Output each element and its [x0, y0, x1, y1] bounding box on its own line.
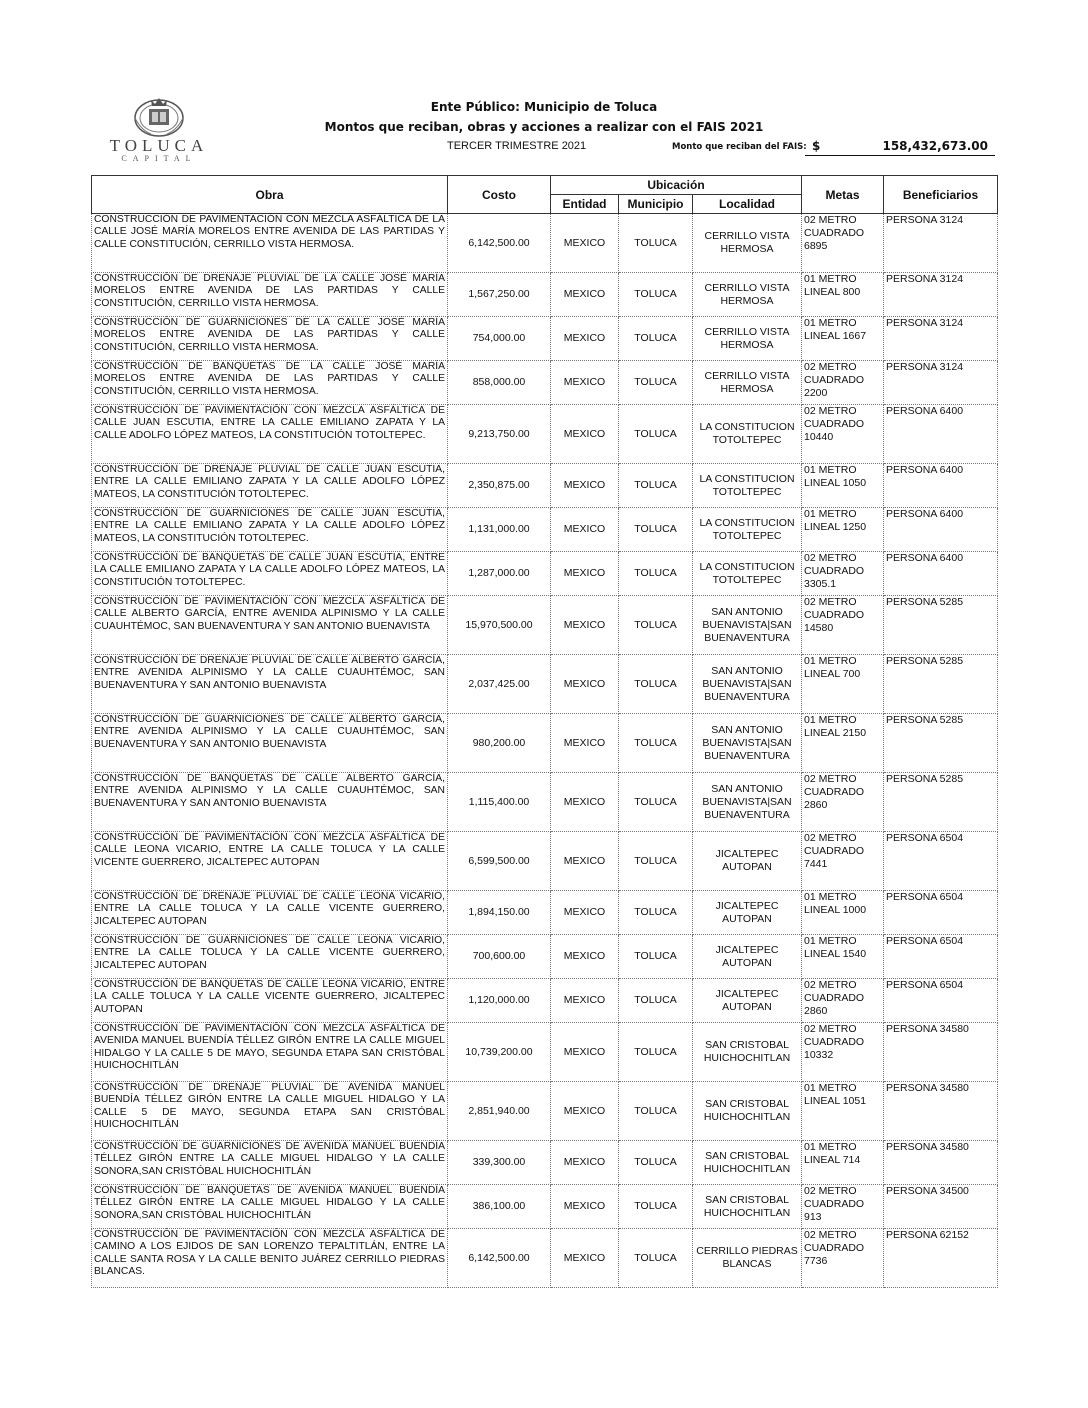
table-row	[92, 1082, 998, 1141]
cell-entidad: MEXICO	[551, 596, 619, 655]
cell-entidad: MEXICO	[551, 1185, 619, 1229]
cell-obra: CONSTRUCCIÓN DE PAVIMENTACIÓN CON MEZCLA ASFÁLTICA DE CALLE JUAN ESCUTIA, ENTRE LA CALLE EMILIANO ZAPATA Y LA CALLE ADOLFO LÓPEZ MATEOS, LA CONSTITUCIÓN TOTOLTEPEC.	[92, 405, 448, 464]
cell-entidad: MEXICO	[551, 655, 619, 714]
cell-localidad: SAN CRISTOBAL HUICHOCHITLAN	[693, 1023, 802, 1082]
cell-entidad: MEXICO	[551, 317, 619, 361]
cell-entidad: MEXICO	[551, 773, 619, 832]
cell-metas: 02 METRO CUADRADO 7736	[802, 1229, 884, 1288]
cell-municipio: TOLUCA	[619, 1229, 693, 1288]
cell-obra: CONSTRUCCIÓN DE DRENAJE PLUVIAL DE CALLE LEONA VICARIO, ENTRE LA CALLE TOLUCA Y LA CALLE VICENTE GUERRERO, JICALTEPEC AUTOPAN	[92, 891, 448, 935]
table-row	[92, 935, 998, 979]
page-title: Ente Público: Municipio de Toluca	[430, 100, 658, 114]
col-header-entidad: Entidad	[551, 195, 619, 214]
cell-beneficiarios: PERSONA 62152	[884, 1229, 998, 1288]
cell-municipio: TOLUCA	[619, 1023, 693, 1082]
cell-beneficiarios: PERSONA 6504	[884, 979, 998, 1023]
cell-beneficiarios: PERSONA 5285	[884, 714, 998, 773]
cell-metas: 02 METRO CUADRADO 10332	[802, 1023, 884, 1082]
cell-localidad: LA CONSTITUCION TOTOLTEPEC	[693, 464, 802, 508]
table-row	[92, 317, 998, 361]
cell-metas: 01 METRO LINEAL 1000	[802, 891, 884, 935]
cell-municipio: TOLUCA	[619, 317, 693, 361]
cell-beneficiarios: PERSONA 34580	[884, 1141, 998, 1185]
cell-entidad: MEXICO	[551, 464, 619, 508]
cell-beneficiarios: PERSONA 5285	[884, 596, 998, 655]
cell-beneficiarios: PERSONA 6504	[884, 935, 998, 979]
cell-costo: 15,970,500.00	[448, 596, 551, 655]
cell-metas: 02 METRO CUADRADO 2860	[802, 979, 884, 1023]
cell-entidad: MEXICO	[551, 935, 619, 979]
cell-localidad: SAN CRISTOBAL HUICHOCHITLAN	[693, 1082, 802, 1141]
period-label: TERCER TRIMESTRE 2021	[447, 140, 587, 152]
cell-municipio: TOLUCA	[619, 361, 693, 405]
table-row	[92, 1023, 998, 1082]
table-row	[92, 596, 998, 655]
table-row	[92, 508, 998, 552]
cell-costo: 1,131,000.00	[448, 508, 551, 552]
cell-metas: 02 METRO CUADRADO 913	[802, 1185, 884, 1229]
cell-costo: 2,037,425.00	[448, 655, 551, 714]
cell-localidad: SAN ANTONIO BUENAVISTA|SAN BUENAVENTURA	[693, 655, 802, 714]
cell-obra: CONSTRUCCIÓN DE DRENAJE PLUVIAL DE CALLE JUAN ESCUTIA, ENTRE LA CALLE EMILIANO ZAPATA Y LA CALLE ADOLFO LÓPEZ MATEOS, LA CONSTITUCIÓN TOTOLTEPEC.	[92, 464, 448, 508]
col-header-municipio: Municipio	[619, 195, 693, 214]
table-row	[92, 552, 998, 596]
cell-costo: 339,300.00	[448, 1141, 551, 1185]
cell-costo: 1,120,000.00	[448, 979, 551, 1023]
cell-costo: 700,600.00	[448, 935, 551, 979]
cell-obra: CONSTRUCCIÓN DE GUARNICIONES DE CALLE LEONA VICARIO, ENTRE LA CALLE TOLUCA Y LA CALLE VICENTE GUERRERO, JICALTEPEC AUTOPAN	[92, 935, 448, 979]
cell-localidad: SAN ANTONIO BUENAVISTA|SAN BUENAVENTURA	[693, 773, 802, 832]
table-row	[92, 464, 998, 508]
cell-beneficiarios: PERSONA 3124	[884, 361, 998, 405]
cell-entidad: MEXICO	[551, 891, 619, 935]
cell-beneficiarios: PERSONA 34500	[884, 1185, 998, 1229]
cell-entidad: MEXICO	[551, 1082, 619, 1141]
cell-municipio: TOLUCA	[619, 596, 693, 655]
cell-metas: 01 METRO LINEAL 800	[802, 273, 884, 317]
table-row	[92, 405, 998, 464]
cell-localidad: JICALTEPEC AUTOPAN	[693, 935, 802, 979]
cell-beneficiarios: PERSONA 6504	[884, 832, 998, 891]
table-row	[92, 714, 998, 773]
cell-costo: 10,739,200.00	[448, 1023, 551, 1082]
amount-underline	[805, 155, 995, 156]
cell-beneficiarios: PERSONA 5285	[884, 773, 998, 832]
cell-localidad: CERRILLO VISTA HERMOSA	[693, 273, 802, 317]
cell-beneficiarios: PERSONA 6400	[884, 552, 998, 596]
cell-obra: CONSTRUCCIÓN DE GUARNICIONES DE AVENIDA MANUEL BUENDÍA TÉLLEZ GIRÓN ENTRE LA CALLE MIGUEL HIDALGO Y LA CALLE SONORA,SAN CRISTÓBAL HUICHOCHITLÁN	[92, 1141, 448, 1185]
cell-localidad: LA CONSTITUCION TOTOLTEPEC	[693, 552, 802, 596]
cell-municipio: TOLUCA	[619, 464, 693, 508]
cell-entidad: MEXICO	[551, 552, 619, 596]
table-row	[92, 891, 998, 935]
cell-metas: 01 METRO LINEAL 1667	[802, 317, 884, 361]
cell-obra: CONSTRUCCIÓN DE DRENAJE PLUVIAL DE LA CALLE JOSÉ MARÍA MORELOS ENTRE AVENIDA DE LAS PARTIDAS Y CALLE CONSTITUCIÓN, CERRILLO VISTA HERMOSA.	[92, 273, 448, 317]
cell-entidad: MEXICO	[551, 1141, 619, 1185]
cell-costo: 2,851,940.00	[448, 1082, 551, 1141]
cell-obra: CONSTRUCCIÓN DE PAVIMENTACIÓN CON MEZCLA ASFÁLTICA DE CALLE LEONA VICARIO, ENTRE LA CALLE TOLUCA Y LA CALLE VICENTE GUERRERO, JICALTEPEC AUTOPAN	[92, 832, 448, 891]
cell-localidad: SAN CRISTOBAL HUICHOCHITLAN	[693, 1185, 802, 1229]
cell-municipio: TOLUCA	[619, 832, 693, 891]
cell-municipio: TOLUCA	[619, 891, 693, 935]
col-header-obra: Obra	[92, 176, 448, 214]
cell-costo: 386,100.00	[448, 1185, 551, 1229]
cell-entidad: MEXICO	[551, 405, 619, 464]
table-body	[92, 214, 998, 1288]
col-header-ubicacion: Ubicación	[551, 176, 802, 195]
cell-beneficiarios: PERSONA 6400	[884, 508, 998, 552]
cell-municipio: TOLUCA	[619, 405, 693, 464]
cell-obra: CONSTRUCCIÓN DE GUARNICIONES DE CALLE JUAN ESCUTIA, ENTRE LA CALLE EMILIANO ZAPATA Y LA CALLE ADOLFO LÓPEZ MATEOS, LA CONSTITUCIÓN TOTOLTEPEC.	[92, 508, 448, 552]
cell-localidad: CERRILLO PIEDRAS BLANCAS	[693, 1229, 802, 1288]
cell-beneficiarios: PERSONA 6400	[884, 464, 998, 508]
cell-costo: 1,115,400.00	[448, 773, 551, 832]
cell-municipio: TOLUCA	[619, 979, 693, 1023]
cell-metas: 01 METRO LINEAL 1250	[802, 508, 884, 552]
cell-municipio: TOLUCA	[619, 773, 693, 832]
cell-obra: CONSTRUCCIÓN DE PAVIMENTACIÓN CON MEZCLA ASFÁLTICA DE AVENIDA MANUEL BUENDÍA TÉLLEZ GIRÓN ENTRE LA CALLE MIGUEL HIDALGO Y LA CALLE 5 DE MAYO, SEGUNDA ETAPA SAN CRISTÓBAL HUICHOCHITLÁN	[92, 1023, 448, 1082]
cell-costo: 6,142,500.00	[448, 1229, 551, 1288]
cell-entidad: MEXICO	[551, 832, 619, 891]
cell-localidad: SAN ANTONIO BUENAVISTA|SAN BUENAVENTURA	[693, 596, 802, 655]
cell-metas: 02 METRO CUADRADO 7441	[802, 832, 884, 891]
cell-municipio: TOLUCA	[619, 214, 693, 273]
cell-localidad: SAN ANTONIO BUENAVISTA|SAN BUENAVENTURA	[693, 714, 802, 773]
logo-subtext: CAPITAL	[121, 154, 197, 163]
cell-municipio: TOLUCA	[619, 1141, 693, 1185]
cell-metas: 02 METRO CUADRADO 14580	[802, 596, 884, 655]
col-header-metas: Metas	[802, 176, 884, 214]
cell-localidad: CERRILLO VISTA HERMOSA	[693, 317, 802, 361]
table-row	[92, 1185, 998, 1229]
currency-symbol: $	[812, 139, 821, 153]
cell-costo: 9,213,750.00	[448, 405, 551, 464]
cell-obra: CONSTRUCCIÓN DE GUARNICIONES DE LA CALLE JOSÉ MARÍA MORELOS ENTRE AVENIDA DE LAS PARTIDAS Y CALLE CONSTITUCIÓN, CERRILLO VISTA HERMOSA.	[92, 317, 448, 361]
cell-obra: CONSTRUCCIÓN DE PAVIMENTACIÓN CON MEZCLA ASFÁLTICA DE LA CALLE JOSÉ MARÍA MORELOS ENTRE AVENIDA DE LAS PARTIDAS Y CALLE CONSTITUCIÓN, CERRILLO VISTA HERMOSA.	[92, 214, 448, 273]
fais-works-table	[91, 175, 998, 1288]
cell-entidad: MEXICO	[551, 714, 619, 773]
cell-metas: 01 METRO LINEAL 2150	[802, 714, 884, 773]
cell-beneficiarios: PERSONA 6400	[884, 405, 998, 464]
cell-costo: 6,142,500.00	[448, 214, 551, 273]
cell-metas: 02 METRO CUADRADO 2200	[802, 361, 884, 405]
cell-metas: 01 METRO LINEAL 700	[802, 655, 884, 714]
cell-municipio: TOLUCA	[619, 273, 693, 317]
cell-metas: 02 METRO CUADRADO 6895	[802, 214, 884, 273]
cell-obra: CONSTRUCCIÓN DE BANQUETAS DE LA CALLE JOSÉ MARÍA MORELOS ENTRE AVENIDA DE LAS PARTIDAS Y CALLE CONSTITUCIÓN, CERRILLO VISTA HERMOSA.	[92, 361, 448, 405]
table-row	[92, 773, 998, 832]
cell-costo: 980,200.00	[448, 714, 551, 773]
table-row	[92, 979, 998, 1023]
cell-obra: CONSTRUCCIÓN DE PAVIMENTACIÓN CON MEZCLA ASFÁLTICA DE CALLE ALBERTO GARCÍA, ENTRE AVENIDA ALPINISMO Y LA CALLE CUAUHTÉMOC, SAN BUENAVENTURA Y SAN ANTONIO BUENAVISTA	[92, 596, 448, 655]
cell-costo: 1,567,250.00	[448, 273, 551, 317]
cell-entidad: MEXICO	[551, 1229, 619, 1288]
cell-metas: 01 METRO LINEAL 1050	[802, 464, 884, 508]
cell-entidad: MEXICO	[551, 1023, 619, 1082]
cell-localidad: LA CONSTITUCION TOTOLTEPEC	[693, 508, 802, 552]
cell-obra: CONSTRUCCIÓN DE BANQUETAS DE AVENIDA MANUEL BUENDÍA TÉLLEZ GIRÓN ENTRE LA CALLE MIGUEL HIDALGO Y LA CALLE SONORA,SAN CRISTÓBAL HUICHOCHITLÁN	[92, 1185, 448, 1229]
fais-amount: 158,432,673.00	[882, 139, 988, 153]
cell-localidad: JICALTEPEC AUTOPAN	[693, 891, 802, 935]
page-subtitle: Montos que reciban, obras y acciones a realizar con el FAIS 2021	[324, 120, 764, 134]
cell-beneficiarios: PERSONA 34580	[884, 1023, 998, 1082]
cell-metas: 01 METRO LINEAL 714	[802, 1141, 884, 1185]
cell-costo: 6,599,500.00	[448, 832, 551, 891]
cell-entidad: MEXICO	[551, 214, 619, 273]
cell-beneficiarios: PERSONA 3124	[884, 273, 998, 317]
col-header-beneficiarios: Beneficiarios	[884, 176, 998, 214]
cell-costo: 2,350,875.00	[448, 464, 551, 508]
cell-metas: 02 METRO CUADRADO 2860	[802, 773, 884, 832]
table-row	[92, 832, 998, 891]
cell-metas: 01 METRO LINEAL 1051	[802, 1082, 884, 1141]
cell-obra: CONSTRUCCIÓN DE BANQUETAS DE CALLE ALBERTO GARCÍA, ENTRE AVENIDA ALPINISMO Y LA CALLE CUAUHTÉMOC, SAN BUENAVENTURA Y SAN ANTONIO BUENAVISTA	[92, 773, 448, 832]
cell-municipio: TOLUCA	[619, 1185, 693, 1229]
cell-localidad: JICALTEPEC AUTOPAN	[693, 832, 802, 891]
cell-municipio: TOLUCA	[619, 508, 693, 552]
table-row	[92, 1229, 998, 1288]
cell-obra: CONSTRUCCIÓN DE BANQUETAS DE CALLE JUAN ESCUTIA, ENTRE LA CALLE EMILIANO ZAPATA Y LA CALLE ADOLFO LÓPEZ MATEOS, LA CONSTITUCIÓN TOTOLTEPEC.	[92, 552, 448, 596]
cell-beneficiarios: PERSONA 3124	[884, 214, 998, 273]
cell-beneficiarios: PERSONA 34580	[884, 1082, 998, 1141]
cell-costo: 1,894,150.00	[448, 891, 551, 935]
cell-metas: 02 METRO CUADRADO 10440	[802, 405, 884, 464]
col-header-costo: Costo	[448, 176, 551, 214]
cell-obra: CONSTRUCCIÓN DE DRENAJE PLUVIAL DE CALLE ALBERTO GARCÍA, ENTRE AVENIDA ALPINISMO Y LA CALLE CUAUHTÉMOC, SAN BUENAVENTURA Y SAN ANTONIO BUENAVISTA	[92, 655, 448, 714]
cell-beneficiarios: PERSONA 5285	[884, 655, 998, 714]
cell-obra: CONSTRUCCIÓN DE GUARNICIONES DE CALLE ALBERTO GARCÍA, ENTRE AVENIDA ALPINISMO Y LA CALLE CUAUHTÉMOC, SAN BUENAVENTURA Y SAN ANTONIO BUENAVISTA	[92, 714, 448, 773]
cell-municipio: TOLUCA	[619, 714, 693, 773]
cell-costo: 858,000.00	[448, 361, 551, 405]
cell-municipio: TOLUCA	[619, 935, 693, 979]
cell-localidad: CERRILLO VISTA HERMOSA	[693, 361, 802, 405]
cell-municipio: TOLUCA	[619, 552, 693, 596]
cell-localidad: CERRILLO VISTA HERMOSA	[693, 214, 802, 273]
cell-costo: 754,000.00	[448, 317, 551, 361]
cell-localidad: SAN CRISTOBAL HUICHOCHITLAN	[693, 1141, 802, 1185]
cell-localidad: LA CONSTITUCION TOTOLTEPEC	[693, 405, 802, 464]
table-row	[92, 214, 998, 273]
cell-metas: 02 METRO CUADRADO 3305.1	[802, 552, 884, 596]
logo-text: TOLUCA	[109, 136, 209, 155]
cell-obra: CONSTRUCCIÓN DE BANQUETAS DE CALLE LEONA VICARIO, ENTRE LA CALLE TOLUCA Y LA CALLE VICENTE GUERRERO, JICALTEPEC AUTOPAN	[92, 979, 448, 1023]
cell-costo: 1,287,000.00	[448, 552, 551, 596]
cell-entidad: MEXICO	[551, 361, 619, 405]
table-row	[92, 361, 998, 405]
cell-beneficiarios: PERSONA 3124	[884, 317, 998, 361]
cell-entidad: MEXICO	[551, 273, 619, 317]
cell-beneficiarios: PERSONA 6504	[884, 891, 998, 935]
cell-municipio: TOLUCA	[619, 655, 693, 714]
cell-entidad: MEXICO	[551, 979, 619, 1023]
cell-obra: CONSTRUCCIÓN DE PAVIMENTACIÓN CON MEZCLA ASFÁLTICA DE CAMINO A LOS EJIDOS DE SAN LORENZO TEPALTITLÁN, ENTRE LA CALLE SANTA ROSA Y LA CALLE BENITO JUÁREZ CERRILLO PIEDRAS BLANCAS.	[92, 1229, 448, 1288]
amount-label: Monto que reciban del FAIS:	[672, 142, 807, 152]
table-row	[92, 655, 998, 714]
col-header-localidad: Localidad	[693, 195, 802, 214]
cell-municipio: TOLUCA	[619, 1082, 693, 1141]
cell-entidad: MEXICO	[551, 508, 619, 552]
table-row	[92, 273, 998, 317]
cell-localidad: JICALTEPEC AUTOPAN	[693, 979, 802, 1023]
cell-obra: CONSTRUCCIÓN DE DRENAJE PLUVIAL DE AVENIDA MANUEL BUENDÍA TÉLLEZ GIRÓN ENTRE LA CALLE MIGUEL HIDALGO Y LA CALLE 5 DE MAYO, SEGUNDA ETAPA SAN CRISTÓBAL HUICHOCHITLÁN	[92, 1082, 448, 1141]
cell-metas: 01 METRO LINEAL 1540	[802, 935, 884, 979]
table-row	[92, 1141, 998, 1185]
